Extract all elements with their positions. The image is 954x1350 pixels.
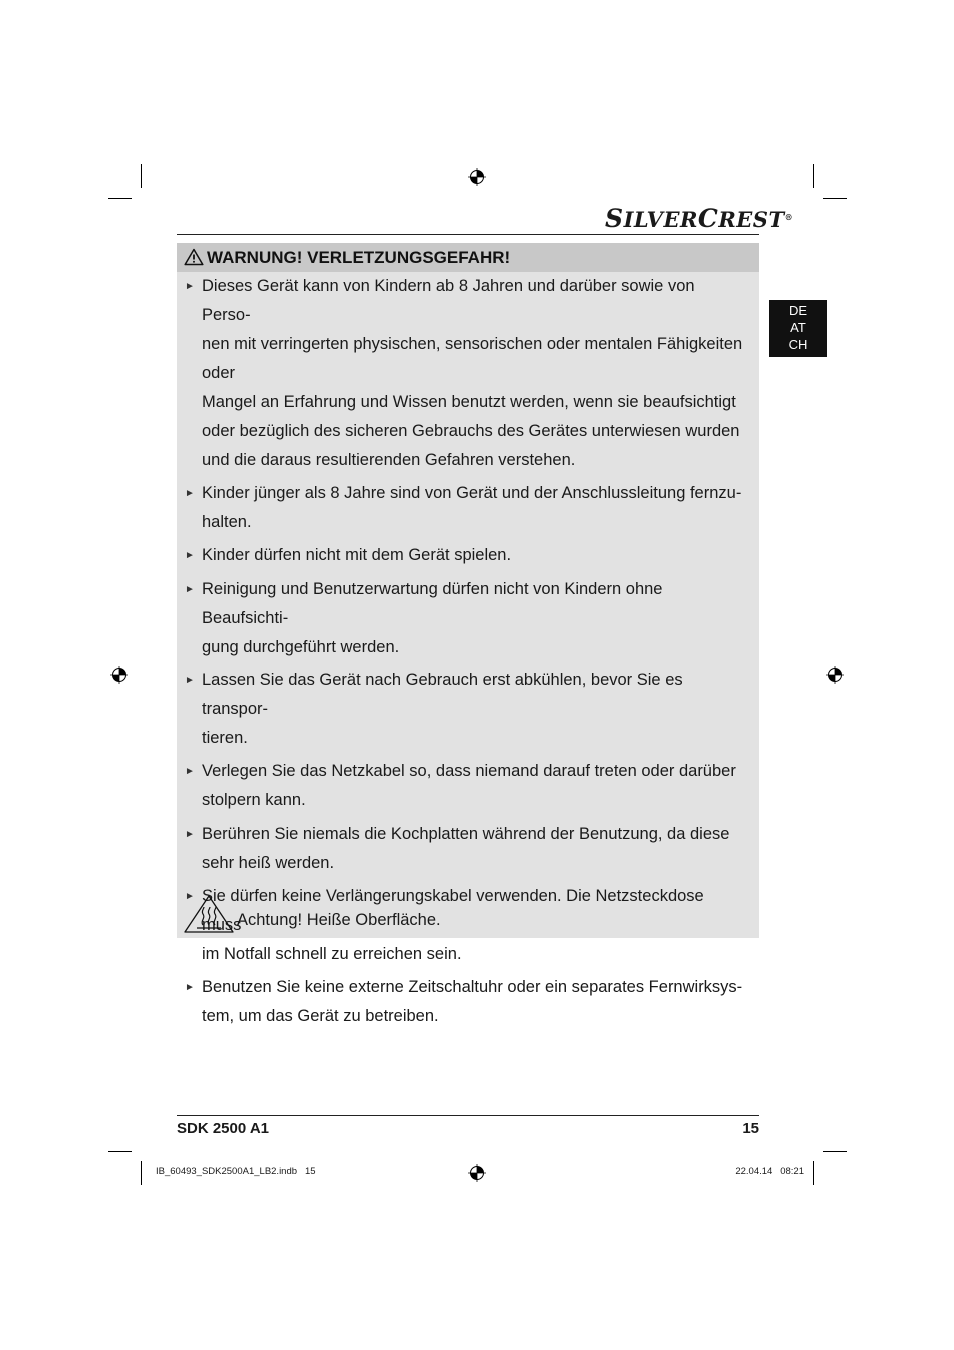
item-line: Dieses Gerät kann von Kindern ab 8 Jahren und darüber sowie von Perso- [202,277,695,324]
logo-letter: S [605,204,624,233]
list-item [177,272,747,475]
warning-header [177,243,759,272]
item-line: Lassen Sie das Gerät nach Gebrauch erst abkühlen, bevor Sie es transpor- [202,671,683,718]
registration-mark-icon [468,168,486,186]
registration-mark-icon [110,666,128,684]
item-line: Mangel an Erfahrung und Wissen benutzt werden, wenn sie beaufsichtigt [202,393,736,411]
item-line: nen mit verringerten physischen, sensorischen oder mentalen Fähigkeiten oder [202,335,743,382]
item-line: tem, um das Gerät zu betreiben. [202,1007,439,1025]
bullet-arrow-icon: ► [185,488,195,499]
bullet-arrow-icon: ► [185,982,195,993]
model-number: SDK 2500 A1 [177,1120,269,1137]
list-item [177,820,747,878]
registered-mark: ® [784,212,794,222]
item-line: und die daraus resultierenden Gefahren verstehen. [202,451,576,469]
logo-letters: REST [718,207,785,232]
logo-letter: C [697,204,719,233]
item-line: oder bezüglich des sicheren Gebrauchs des Gerätes unterwiesen wurden [202,422,740,440]
bullet-arrow-icon: ► [185,891,195,902]
crop-mark [823,198,847,199]
item-line: gung durchgeführt werden. [202,638,400,656]
warning-box [177,243,759,1025]
registration-mark-icon [468,1164,486,1182]
hot-surface-text: Achtung! Heiße Oberfläche. [237,911,441,929]
item-line: Sie dürfen keine Verlängerungskabel verwenden. Die Netzsteckdose muss [202,887,704,934]
list-item [177,479,747,537]
bullet-arrow-icon: ► [185,766,195,777]
logo-letters: ILVER [623,207,698,232]
crop-mark [141,164,142,188]
bullet-arrow-icon: ► [185,584,195,595]
language-code: AT [790,320,806,335]
bullet-arrow-icon: ► [185,829,195,840]
crop-mark [141,1161,142,1185]
item-line: Reinigung und Benutzerwartung dürfen nicht von Kindern ohne Beaufsichti- [202,580,663,627]
language-tab [769,300,827,357]
brand-logo [605,204,794,234]
item-line: stolpern kann. [202,791,306,809]
item-line: Berühren Sie niemals die Kochplatten während der Benutzung, da diese [202,825,730,843]
crop-mark [813,1161,814,1185]
list-item [177,973,747,1031]
crop-mark [813,164,814,188]
footer-rule [177,1115,759,1116]
crop-mark [108,198,132,199]
language-code: DE [788,303,808,318]
bullet-arrow-icon: ► [185,281,195,292]
slug-date: 22.04.14 08:21 [735,1166,804,1177]
item-line: Benutzen Sie keine externe Zeitschaltuhr oder ein separates Fernwirksys- [202,978,743,996]
crop-mark [108,1151,132,1152]
list-item [177,575,747,662]
list-item [177,666,747,753]
list-item [177,541,747,570]
bullet-arrow-icon: ► [185,675,195,686]
header-rule [177,234,759,235]
language-code: CH [788,337,808,352]
item-line: im Notfall schnell zu erreichen sein. [202,945,462,963]
bullet-arrow-icon: ► [185,550,195,561]
item-line: tieren. [202,729,248,747]
warning-title: WARNUNG! VERLETZUNGSGEFAHR! [207,248,511,267]
item-line: sehr heiß werden. [202,854,335,872]
item-line: Kinder dürfen nicht mit dem Gerät spielen. [202,546,512,564]
page-number: 15 [742,1120,759,1137]
crop-mark [823,1151,847,1152]
item-line: halten. [202,513,252,531]
item-line: Verlegen Sie das Netzkabel so, dass niemand darauf treten oder darüber [202,762,736,780]
item-line: Kinder jünger als 8 Jahre sind von Gerät und der Anschlussleitung fernzu- [202,484,742,502]
list-item [177,757,747,815]
hot-surface-icon [183,894,235,934]
warning-triangle-icon [184,248,204,266]
slug-file: IB_60493_SDK2500A1_LB2.indb 15 [156,1166,316,1177]
registration-mark-icon [826,666,844,684]
